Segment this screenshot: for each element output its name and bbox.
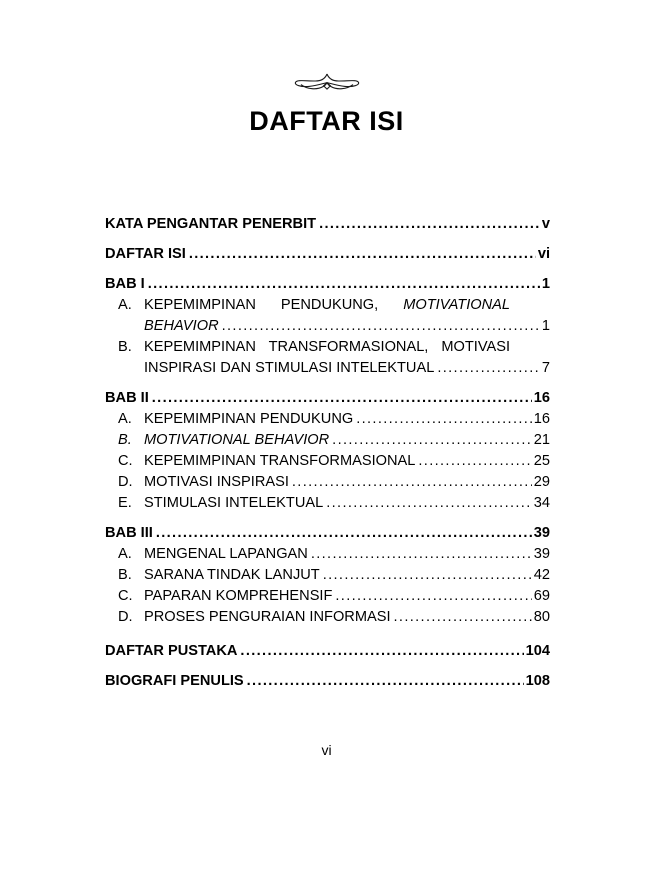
dot-leader: [418, 451, 531, 472]
toc-entry-daftar-isi[interactable]: [105, 244, 550, 265]
toc-heading-label: BAB II: [105, 390, 149, 406]
toc-entry-page: v: [541, 216, 550, 232]
toc-subentry-page: 42: [533, 567, 550, 583]
toc-subentry-page: 39: [533, 546, 550, 562]
dot-leader: [156, 523, 532, 544]
dot-leader: [247, 671, 524, 692]
toc-subentry-bab3-d[interactable]: [105, 607, 550, 628]
toc-subentry-page: 7: [541, 360, 550, 376]
toc-subentry-text-italic: MOTIVATIONAL: [403, 297, 510, 313]
toc-subentry-label: MOTIVATIONAL BEHAVIOR: [144, 432, 330, 448]
toc-subentry-text-part1: KEPEMIMPINAN: [144, 339, 256, 355]
toc-subentry-bab3-c[interactable]: [105, 586, 550, 607]
dot-leader: [240, 641, 523, 662]
toc-subentry-text-part3: MOTIVASI: [441, 339, 510, 355]
dot-leader: [292, 472, 532, 493]
dot-leader: [437, 358, 540, 379]
toc-entry-page: 108: [525, 673, 550, 689]
dot-leader: [326, 493, 532, 514]
dot-leader: [323, 565, 532, 586]
dot-leader: [311, 544, 532, 565]
toc-subentry-text-italic-line2: BEHAVIOR: [144, 318, 219, 334]
toc-subentry-bab2-a[interactable]: [105, 409, 550, 430]
toc-subentry-bab2-d[interactable]: [105, 472, 550, 493]
toc-entry-label: KATA PENGANTAR PENERBIT: [105, 216, 317, 232]
toc-subentry-text-part2: TRANSFORMASIONAL,: [268, 339, 429, 355]
toc-heading-bab-3[interactable]: [105, 523, 550, 544]
toc-subentry-page: 1: [541, 318, 550, 334]
toc-subentry-bab2-e[interactable]: [105, 493, 550, 514]
toc-subentry-label: PAPARAN KOMPREHENSIF: [144, 588, 333, 604]
toc-heading-page: 16: [533, 390, 550, 406]
toc-subentry-page: 16: [533, 411, 550, 427]
toc-subentry-letter: D.: [118, 474, 133, 490]
footer-page-number: vi: [321, 742, 332, 758]
toc-subentry-bab3-a[interactable]: [105, 544, 550, 565]
dot-leader: [335, 586, 531, 607]
toc-subentry-bab1-a[interactable]: [105, 295, 550, 337]
toc-subentry-page: 80: [533, 609, 550, 625]
toc-heading-label: BAB III: [105, 525, 153, 541]
toc-heading-label: BAB I: [105, 276, 145, 292]
toc-subentry-letter: A.: [118, 297, 132, 313]
toc-subentry-letter: B.: [118, 432, 132, 448]
toc-subentry-letter: D.: [118, 609, 133, 625]
dot-leader: [332, 430, 532, 451]
toc-heading-page: 39: [533, 525, 550, 541]
toc-subentry-label: STIMULASI INTELEKTUAL: [144, 495, 324, 511]
toc-subentry-letter: E.: [118, 495, 132, 511]
toc-subentry-page: 34: [533, 495, 550, 511]
toc-subentry-bab2-c[interactable]: [105, 451, 550, 472]
toc-subentry-bab3-b[interactable]: [105, 565, 550, 586]
toc-subentry-page: 21: [533, 432, 550, 448]
toc-entry-label: BIOGRAFI PENULIS: [105, 673, 244, 689]
toc-subentry-text-part1: KEPEMIMPINAN: [144, 297, 256, 313]
toc-entry-label: DAFTAR ISI: [105, 246, 186, 262]
toc-subentry-page: 29: [533, 474, 550, 490]
toc-subentry-label: KEPEMIMPINAN TRANSFORMASIONAL: [144, 453, 416, 469]
toc-subentry-bab2-b[interactable]: [105, 430, 550, 451]
toc-subentry-label: SARANA TINDAK LANJUT: [144, 567, 320, 583]
toc-subentry-label: PROSES PENGURAIAN INFORMASI: [144, 609, 391, 625]
toc-entry-daftar-pustaka[interactable]: [105, 641, 550, 662]
toc-entry-page: vi: [537, 246, 550, 262]
toc-subentry-letter: B.: [118, 339, 132, 355]
toc-entry-page: 104: [525, 643, 550, 659]
toc-subentry-bab1-b[interactable]: [105, 337, 550, 379]
page-title: DAFTAR ISI: [249, 106, 404, 136]
toc-entry-kata-pengantar[interactable]: [105, 214, 550, 235]
toc-subentry-page: 25: [533, 453, 550, 469]
dot-leader: [356, 409, 532, 430]
toc-subentry-letter: A.: [118, 546, 132, 562]
dot-leader: [148, 274, 540, 295]
toc-heading-bab-2[interactable]: [105, 388, 550, 409]
toc-subentry-letter: C.: [118, 588, 133, 604]
dot-leader: [319, 214, 540, 235]
toc-subentry-text-part2: PENDUKUNG,: [280, 297, 379, 313]
toc-subentry-label: MOTIVASI INSPIRASI: [144, 474, 289, 490]
dot-leader: [394, 607, 532, 628]
flourish-ornament: [0, 66, 653, 100]
toc-heading-page: 1: [541, 276, 550, 292]
toc-entry-label: DAFTAR PUSTAKA: [105, 643, 238, 659]
toc-heading-bab-1[interactable]: [105, 274, 550, 295]
toc-entry-biografi-penulis[interactable]: [105, 671, 550, 692]
toc-subentry-text-line2: INSPIRASI DAN STIMULASI INTELEKTUAL: [144, 360, 435, 376]
dot-leader: [189, 244, 536, 265]
toc-subentry-letter: B.: [118, 567, 132, 583]
toc-subentry-letter: A.: [118, 411, 132, 427]
toc-subentry-page: 69: [533, 588, 550, 604]
dot-leader: [222, 316, 540, 337]
toc-subentry-label: MENGENAL LAPANGAN: [144, 546, 308, 562]
dot-leader: [152, 388, 532, 409]
table-of-contents: [105, 214, 550, 692]
toc-subentry-label: KEPEMIMPINAN PENDUKUNG: [144, 411, 354, 427]
toc-subentry-letter: C.: [118, 453, 133, 469]
